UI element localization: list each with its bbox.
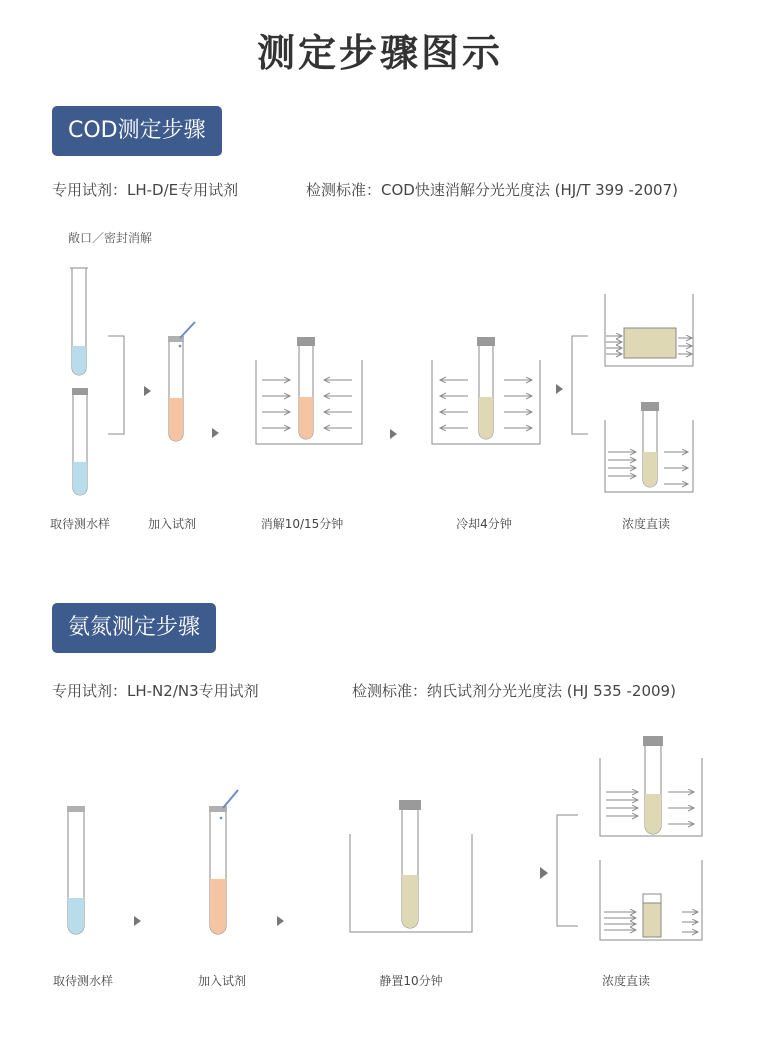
nh-step4-bracket [557,815,578,926]
nh-step1-sample-tube [67,806,85,934]
cod-step4-label: 冷却4分钟 [456,517,512,531]
nh-step3-standing-beaker [350,800,472,932]
nh-step4-tube-reading [600,736,702,836]
cod-step-arrow [556,384,563,394]
nh-step4-cuvette-reading [600,860,702,940]
pipette-icon [220,817,223,820]
cod-step2-label: 加入试剂 [147,517,196,531]
cod-step3-digestion-bath [256,337,362,444]
nh-step-arrow [277,916,284,926]
nh-step3-label: 静置10分钟 [379,974,443,988]
cod-step1-label: 取待测水样 [49,517,110,531]
nh-section-badge: 氨氮测定步骤 [52,603,216,653]
cod-step5-bracket [572,336,588,434]
cod-reagent-info: 专用试剂：LH-D/E专用试剂 [52,181,239,199]
cod-step4-cooling-bath [432,337,540,444]
cod-step-arrow [144,386,151,396]
pipette-icon [179,345,182,348]
cod-step1-open-tube [70,268,88,375]
cod-step2-reagent-tube [168,322,195,441]
page-title: 测定步骤图示 [256,31,503,75]
nh-standard-info: 检测标准：纳氏试剂分光光度法 (HJ 535 -2009) [352,682,676,700]
nh-step-arrow [540,867,548,879]
cod-step5-tube-reading [605,402,693,492]
nh-step2-reagent-tube [209,790,238,934]
nh-step1-label: 取待测水样 [52,974,113,988]
cod-standard-info: 检测标准：COD快速消解分光光度法 (HJ/T 399 -2007) [306,181,678,199]
cod-step-arrow [212,428,219,438]
cod-section-badge: COD测定步骤 [52,106,222,156]
cod-step-arrow [390,429,397,439]
cod-step5-label: 浓度直读 [621,517,670,531]
cod-step1-capped-tube [72,388,88,495]
nh-diagram [0,730,760,960]
nh-step2-label: 加入试剂 [197,974,246,988]
cod-step1-bracket [108,336,124,434]
nh-step-arrow [134,916,141,926]
nh-reagent-info: 专用试剂：LH-N2/N3专用试剂 [52,682,259,700]
cod-step3-label: 消解10/15分钟 [260,517,344,531]
cod-step5-cuvette-reading [605,294,693,366]
cod-digestion-note: 敞口／密封消解 [68,231,153,245]
cod-diagram [0,250,760,550]
nh-step4-label: 浓度直读 [601,974,650,988]
